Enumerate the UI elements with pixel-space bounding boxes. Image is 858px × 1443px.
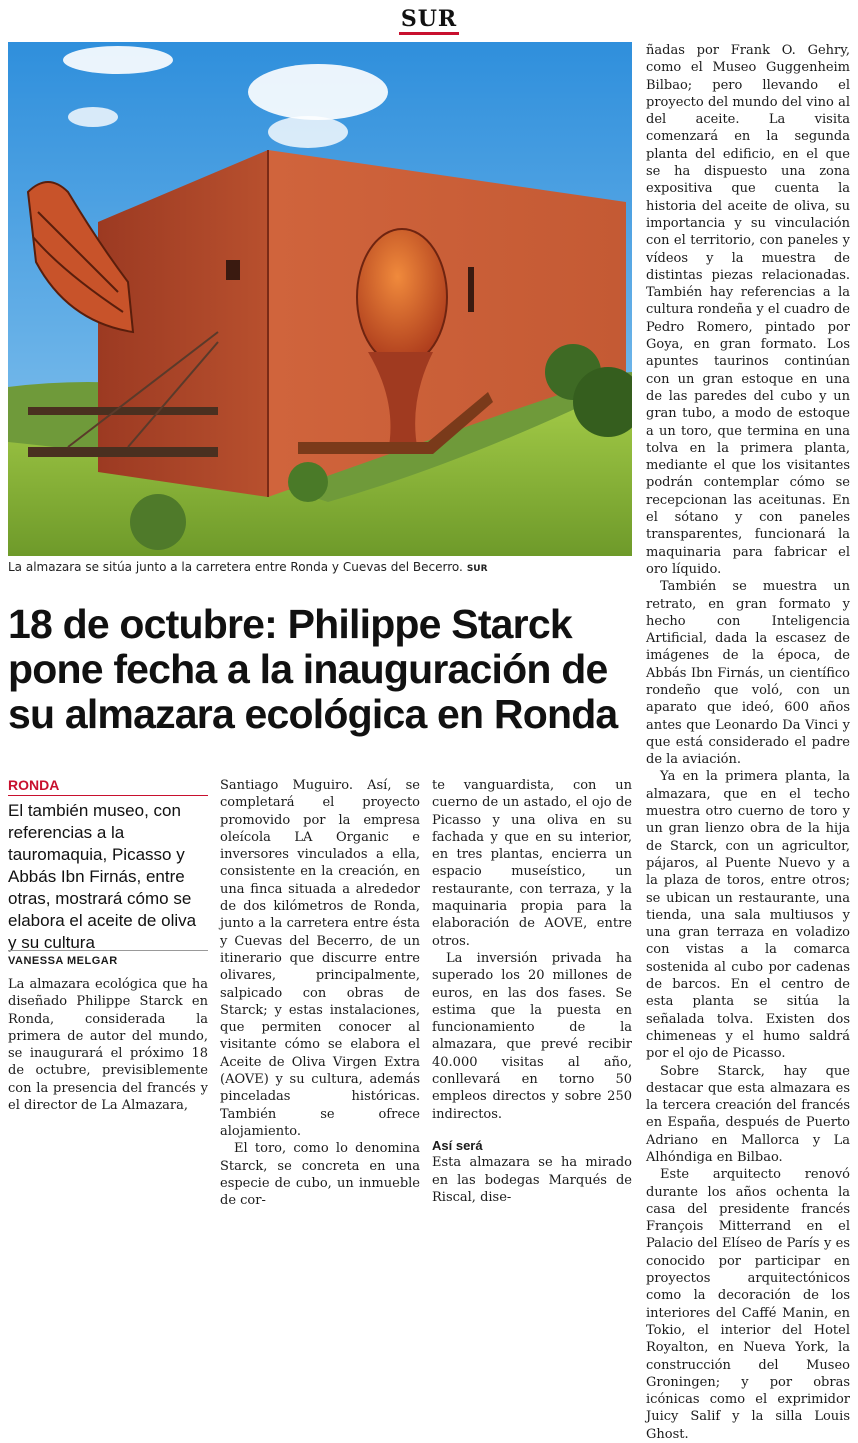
body-column-3	[432, 777, 632, 1206]
body-column-2	[220, 777, 420, 1209]
paragraph: También se muestra un retrato, en gran formato y hecho con Inteligencia Artificial, dada la escasez de imágenes de la época, de Abbás Ibn Firnás, un científico rondeño que voló, con un aparato que ideó, 600 años antes que Leonardo Da Vinci y que está considerado el padre de la aviación.	[646, 579, 850, 768]
paragraph: La inversión privada ha superado los 20 millones de euros, en las dos fases. Se estima que la puesta en funcionamiento de la almazara, que prevé recibir 40.000 visitas al año, conllevará en torno 50 empleos directos y sobre 250 indirectos.	[432, 950, 632, 1122]
subheading: Así será	[432, 1137, 483, 1153]
paragraph: ñadas por Frank O. Gehry, como el Museo Guggenheim Bilbao; pero llevando el proyecto del mundo del vino al del aceite. La visita comenzará en la segunda planta del edificio, en el que se ha dispuesto una zona expositiva que cuenta la historia del aceite de oliva, su importancia y su vinculación con el territorio, con paneles y vídeos y la muestra de distintas piezas relacionadas. También hay referencias a la cultura rondeña y el cuadro de Pedro Romero, pintado por Goya, en gran formato. Los apuntes taurinos continúan con un gran estoque en una de las paredes del cubo y un gran tubo, a modo de estoque a un toro, que termina en una tolva en la primera planta, mediante el que los visitantes podrán contemplar cómo se recepcionan las aceitunas. En el sótano y con paneles transparentes, funcionará la maquinaria para fabricar el oro líquido.	[646, 43, 850, 577]
section-label	[8, 777, 208, 796]
body-column-4	[646, 42, 850, 1443]
paragraph: te vanguardista, con un cuerno de un astado, el ojo de Picasso y una oliva en su fachada y que en su interior, en tres plantas, encierra un espacio museístico, un restaurante, con terraza, y la maquinaria propia para la elaboración de AOVE, entre otros.	[432, 778, 632, 949]
caption-text: La almazara se sitúa junto a la carretera entre Ronda y Cuevas del Becerro.	[8, 560, 463, 574]
body-column-1	[8, 976, 208, 1114]
caption-credit: SUR	[466, 564, 488, 574]
paragraph: El toro, como lo denomina Starck, se concreta en una especie de cubo, un inmueble de cor-	[220, 1141, 420, 1209]
paragraph: La almazara ecológica que ha diseñado Philippe Starck en Ronda, considerada la primera de autor del mundo, se inaugurará el próximo 18 de octubre, previsiblemente con la presencia del francés y el director de La Almazara,	[8, 977, 208, 1114]
paragraph: Esta almazara se ha mirado en las bodegas Marqués de Riscal, dise-	[432, 1155, 632, 1205]
byline: VANESSA MELGAR	[8, 955, 118, 967]
lead-summary: El también museo, con referencias a la tauromaquia, Picasso y Abbás Ibn Firnás, entre otras, mostrará cómo se elabora el aceite de oliva y su cultura	[8, 801, 197, 952]
section-rule	[8, 795, 208, 796]
paragraph: Este arquitecto renovó durante los años ochenta la casa del presidente francés François Mitterrand en el Palacio del Elíseo de París y es conocido por participar en proyectos arquitectónicos como la decoración de los interiores del Caffé Manin, en Tokio, el interior del Hotel Royalton, en Nueva York, la construcción del Museo Groningen; y por obras icónicas como el exprimidor Juicy Salif y la silla Louis Ghost.	[646, 1167, 850, 1442]
photo-caption	[8, 560, 632, 574]
headline: 18 de octubre: Philippe Starck pone fecha a la inauguración de su almazara ecológica en Ronda	[8, 601, 618, 737]
section-name: RONDA	[8, 777, 60, 793]
paragraph: Santiago Muguiro. Así, se completará el proyecto promovido por la empresa oleícola LA Organic e inversores vinculados a ella, consistente en la creación, en una finca situada a alrededor de dos kilómetros de Ronda, junto a la carretera entre ésta y Cuevas del Becerro, de un itinerario que discurre entre olivares, principalmente, salpicado con obras de Starck; y estas instalaciones, que permiten conocer al visitante cómo se elabora el Aceite de Oliva Virgen Extra (AOVE) y su cultura, además pinceladas históricas. También se ofrece alojamiento.	[220, 778, 420, 1139]
article-photo	[8, 42, 632, 556]
lead-divider	[8, 950, 208, 951]
paragraph: Ya en la primera planta, la almazara, que en el techo muestra otro cuerno de toro y un gran lienzo obra de la hija de Starck, con un agricultor, pájaros, al Puente Nuevo y a la plaza de toros, entre otros; se ubican un restaurante, una tienda, una sala multiusos y una gran terraza en voladizo con vistas a la comarca sostenida al cubo por cadenas de barcos. En el centro de esta planta se sitúa la señalada tolva. Existen dos chimeneas y el humo saldrá por el ojo de Picasso.	[646, 769, 850, 1062]
paragraph: Sobre Starck, hay que destacar que esta almazara es la tercera creación del francés en España, después de Puerto Adriano en Mallorca y La Alhóndiga en Bilbao.	[646, 1063, 850, 1165]
masthead-logo: SUR	[399, 6, 459, 35]
masthead	[0, 6, 858, 32]
almazara-building-illustration	[8, 42, 632, 556]
